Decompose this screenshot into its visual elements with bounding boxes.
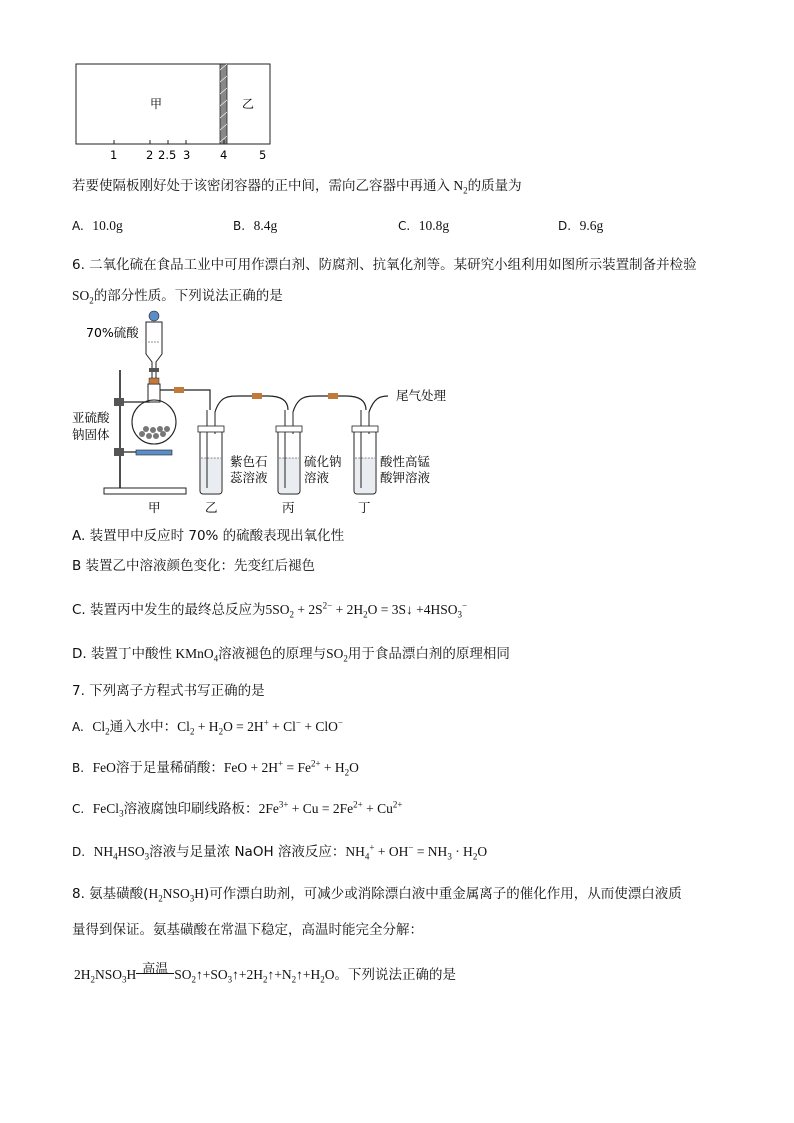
q5-stem: 若要使隔板刚好处于该密闭容器的正中间，需向乙容器中再通入 $N_2$的质量为 [72,178,522,196]
device-yi-label: 乙 [205,500,218,515]
q7-option-c[interactable]: C. FeCl$_3$溶液腐蚀印刷线路板：$2Fe^{3+} + Cu = 2Fe^{2+} + Cu^{2+}$ [72,799,403,819]
q5-option-a[interactable]: A. 10.0g [72,218,123,233]
q8-decomposition-equation: $2H_2NSO_3H$ 高温 $SO_2↑+SO_3↑+2H_2↑+N_2↑+H_2O$。下列说法正确的是 [74,962,457,985]
device-jia-label: 甲 [148,500,161,515]
equation-c: $5SO_2 + 2S^{2-} + 2H_2O$ = 3S↓ $+4HSO_3^-$ [265,600,468,620]
q6-stem-line1: 6. 二氧化硫在食品工业中可用作漂白剂、防腐剂、抗氧化剂等。某研究小组利用如图所示装置制备并检验 [72,257,697,273]
q6-option-b[interactable]: B 装置乙中溶液颜色变化：先变红后褪色 [72,558,316,574]
q8-stem-line1: 8. 氨基磺酸$(H_2NSO_3H)$可作漂白助剂，可减少或消除漂白液中重金属离子的催化作用，从而使漂白液质 [72,886,682,904]
device-bing-label: 丙 [282,500,295,515]
solid-label-line2: 钠固体 [72,427,110,442]
stand-base [104,488,186,494]
q7-option-b[interactable]: B. FeO溶于足量稀硝酸：FeO + $2H^+ = Fe^{2+} + H_2O$ [72,758,359,778]
solid-label-line1: 亚硫酸 [72,410,110,425]
q6-stem-line2: $SO_2$的部分性质。下列说法正确的是 [72,288,283,306]
q6-option-a[interactable]: A. 装置甲中反应时 70% 的硫酸表现出氧化性 [72,528,345,544]
tick-label: 5 [259,148,267,162]
dropping-funnel [146,322,162,382]
reaction-condition: 高温 [136,978,174,979]
q5-option-c[interactable]: C. 10.8g [398,218,450,233]
q5-option-d[interactable]: D. 9.6g [558,218,604,233]
apparatus-figure [70,310,470,520]
q8-stem-line2: 量得到保证。氨基磺酸在常温下稳定，高温时能完全分解： [72,922,423,938]
bottle-ding-label-2: 酸钾溶液 [380,470,431,485]
bottle-ding-label-1: 酸性高锰 [380,454,431,469]
bottle-ding [352,410,378,494]
container-figure [70,58,290,168]
equation-7b: FeO + $2H^+ = Fe^{2+} + H_2O$ [223,758,359,778]
q7-stem: 7. 下列离子方程式书写正确的是 [72,683,265,699]
formula-so2: $SO_2$ [72,288,94,306]
bottle-bing-label-1: 硫化钠 [304,454,342,469]
q7-option-a[interactable]: A. $Cl_2$通入水中：$Cl_2 + H_2O = 2H^+ + Cl^- + ClO^-$ [72,717,343,737]
chamber-jia-label: 甲 [150,97,163,111]
q6-option-d[interactable]: D. 装置丁中酸性 KMnO$_4$溶液褪色的原理与$SO_2$用于食品漂白剂的原理相同 [72,646,510,664]
tail-gas-label: 尾气处理 [396,388,447,403]
partition-plate [220,64,227,144]
container-outline [76,64,270,144]
tick-label: 2 [146,148,154,162]
bottle-bing-label-2: 溶液 [304,470,330,485]
q7-option-d[interactable]: D. $NH_4HSO_3$溶液与足量浓 NaOH 溶液反应：$NH_4^+ + OH^- = NH_3 \cdot H_2O$ [72,842,488,862]
equation-7a: $Cl_2 + H_2O = 2H^+ + Cl^- + ClO^-$ [177,717,343,737]
equation-7c: $2Fe^{3+} + Cu = 2Fe^{2+} + Cu^{2+}$ [258,799,403,816]
formula-n2: $N_2$ [450,178,468,196]
solid-particles [139,426,170,439]
heating-pad [136,450,172,455]
bottle-yi-label-1: 紫色石 [230,454,268,469]
tick-label: 4 [220,148,228,162]
bottle-yi-label-2: 蕊溶液 [230,470,268,485]
tick-label: 1 [110,148,118,162]
acid-label: 70%硫酸 [86,325,139,340]
bottle-bing [276,410,302,494]
device-ding-label: 丁 [358,500,371,515]
equation-7d: $NH_4^+ + OH^- = NH_3 \cdot H_2O$ [345,842,488,862]
tick-label: 3 [183,148,191,162]
bottle-yi [198,410,224,494]
q6-option-c[interactable]: C. 装置丙中发生的最终总反应为$5SO_2 + 2S^{2-} + 2H_2O$ = 3S↓ $+4HSO_3^-$ [72,600,468,620]
chamber-yi-label: 乙 [242,97,255,111]
q5-option-b[interactable]: B. 8.4g [233,218,278,233]
tick-label: 2.5 [158,148,177,162]
formula-kmno4: KMnO$_4$ [171,646,219,664]
